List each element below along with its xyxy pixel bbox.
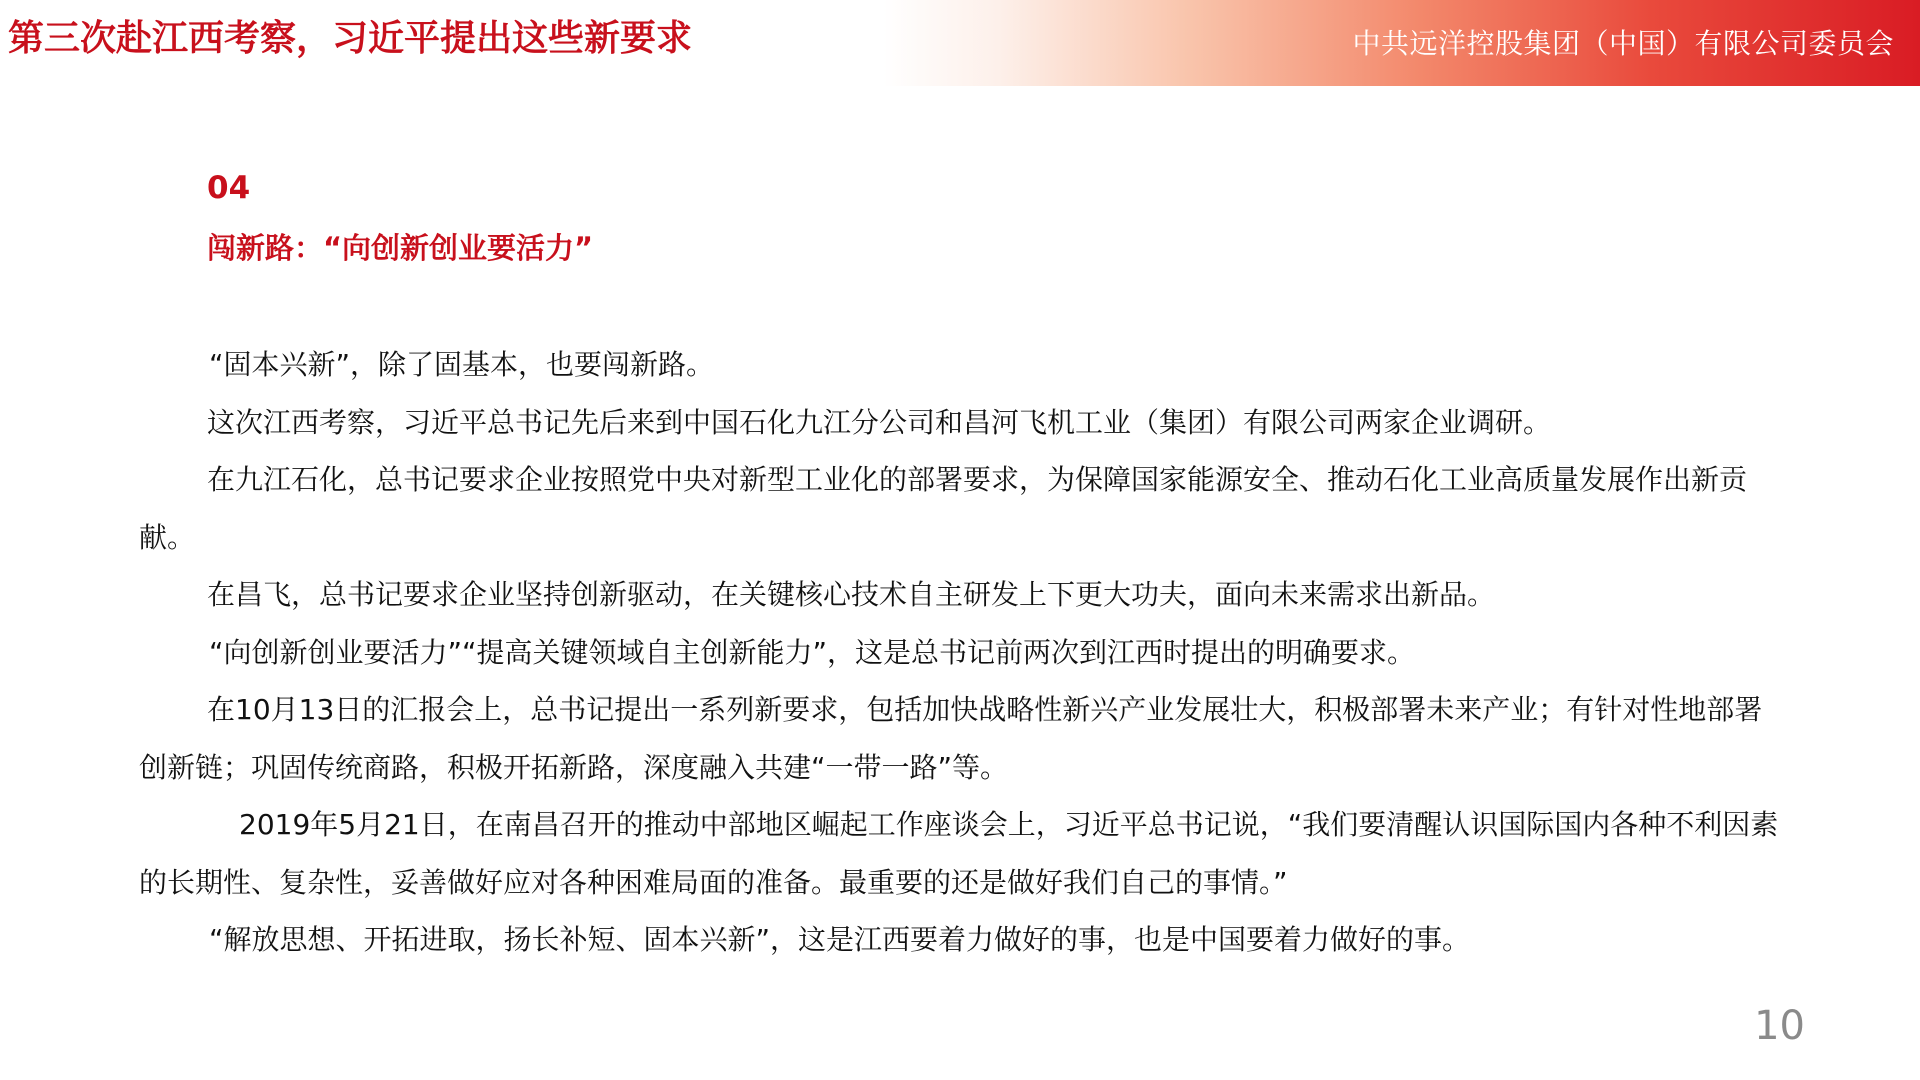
paragraph: 2019年5月21日，在南昌召开的推动中部地区崛起工作座谈会上，习近平总书记说，“我们要清醒认识国际国内各种不利因素的长期性、复杂性，妥善做好应对各种困难局面的准备。最重要的还是做好我们自己的事情。” bbox=[139, 808, 1779, 899]
paragraph: “解放思想、开拓进取，扬长补短、固本兴新”，这是江西要着力做好的事，也是中国要着力做好的事。 bbox=[209, 923, 1471, 956]
paragraph: 在10月13日的汇报会上，总书记提出一系列新要求，包括加快战略性新兴产业发展壮大，积极部署未来产业；有针对性地部署创新链；巩固传统商路，积极开拓新路，深度融入共建“一带一路”等。 bbox=[139, 693, 1763, 784]
section-number: 04 bbox=[207, 170, 251, 206]
article-body bbox=[139, 336, 1779, 969]
paragraph: 在昌飞，总书记要求企业坚持创新驱动，在关键核心技术自主研发上下更大功夫，面向未来需求出新品。 bbox=[207, 578, 1496, 611]
paragraph: “向创新创业要活力”“提高关键领域自主创新能力”，这是总书记前两次到江西时提出的明确要求。 bbox=[209, 635, 1416, 669]
section-title: 闯新路：“向创新创业要活力” bbox=[207, 231, 594, 265]
header-bar bbox=[0, 0, 1920, 86]
paragraph: 这次江西考察，习近平总书记先后来到中国石化九江分公司和昌河飞机工业（集团）有限公司两家企业调研。 bbox=[207, 405, 1552, 439]
paragraph: 在九江石化，总书记要求企业按照党中央对新型工业化的部署要求，为保障国家能源安全、推动石化工业高质量发展作出新贡献。 bbox=[139, 463, 1748, 554]
paragraph: “固本兴新”，除了固基本，也要闯新路。 bbox=[209, 348, 715, 381]
page-number: 10 bbox=[1754, 1003, 1805, 1049]
header-title: 第三次赴江西考察，习近平提出这些新要求 bbox=[8, 18, 693, 59]
header-organization: 中共远洋控股集团（中国）有限公司委员会 bbox=[1352, 27, 1894, 60]
